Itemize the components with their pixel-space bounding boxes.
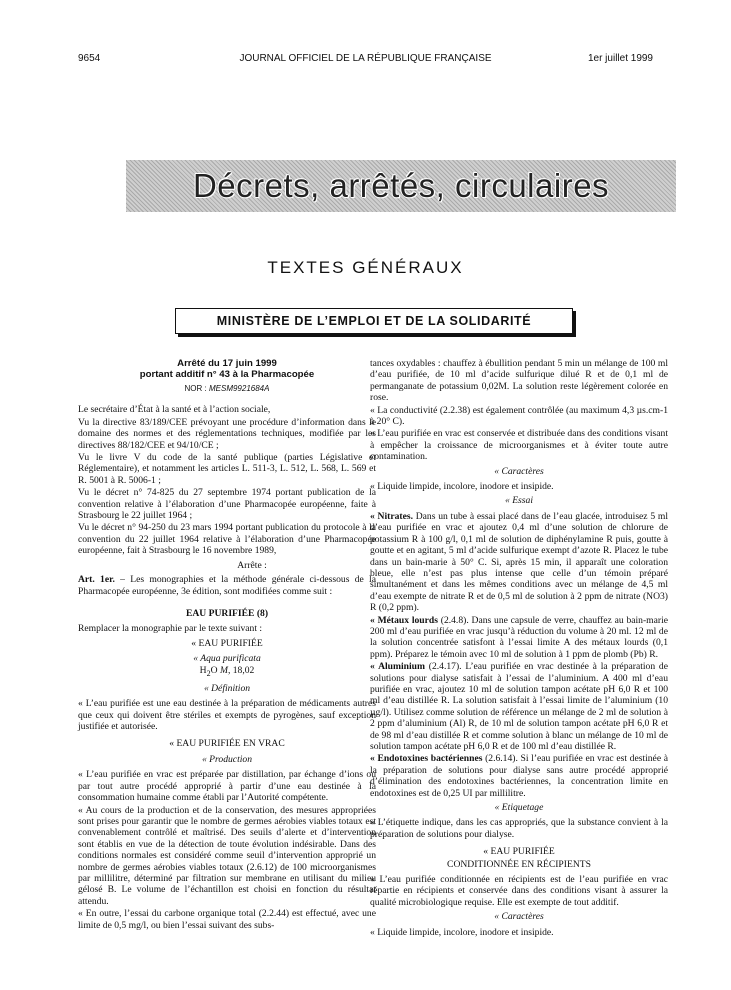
paragraph: « Au cours de la production et de la conservation, des mesures appropriées sont prises pour garantir que le nombre de germes aérobies viables totaux est convenablement contrôlé et maîtrisé. Des seuils d’alerte et d’intervention sont établis en vue de la détection de toute évolution indésirable. Dans des conditions normales est considéré comme seuil d’intervention approprié un nombre de germes aérobies viables totaux (2.6.12) de 100 microorganismes par millilitre, déterminé par filtration sur membrane en utilisant du milieu gélosé B. Le volume de l’échantillon est choisi en fonction du résultat attendu.	[78, 804, 376, 907]
section-title: TEXTES GÉNÉRAUX	[267, 258, 464, 277]
paragraph: « L’eau purifiée en vrac est préparée par distillation, par échange d’ions ou par tout autre procédé approprié à partir d’une eau destinée à la consommation humaine comme établi par l’Autorité compétente.	[78, 769, 376, 804]
monograph-title: EAU PURIFIÉE (8)	[185, 607, 269, 619]
formula-o: O	[210, 664, 218, 676]
subheading: « Production	[201, 753, 252, 765]
subheading: « Caractères	[494, 465, 544, 477]
subheading: « Etiquetage	[494, 802, 544, 814]
formula-subscript: 2	[206, 668, 211, 678]
subheading: « EAU PURIFIÉE	[483, 846, 555, 858]
paragraph: Le secrétaire d’État à la santé et à l’action sociale,	[78, 404, 271, 416]
formula-value: 18,02	[230, 664, 255, 676]
metaux-paragraph	[370, 615, 668, 661]
arrete-title: Arrêté du 17 juin 1999	[177, 358, 277, 369]
nor-label: NOR :	[184, 384, 207, 393]
endotoxines-paragraph	[370, 753, 668, 799]
paragraph: « Liquide limpide, incolore, inodore et insipide.	[370, 481, 554, 493]
paragraph: Vu le décret n° 74-825 du 27 septembre 1974 portant publication de la convention relative à l’élaboration d’une Pharmacopée européenne, faite à Strasbourg le 22 juillet 1964 ;	[78, 487, 376, 522]
subheading: « Essai	[505, 495, 533, 507]
paragraph: « L’étiquette indique, dans les cas appropriés, que la substance convient à la préparation de solutions pour dialyse.	[370, 817, 668, 840]
journal-title: JOURNAL OFFICIEL DE LA RÉPUBLIQUE FRANÇAISE	[239, 53, 492, 64]
paragraph: « En outre, l’essai du carbone organique total (2.2.44) est effectué, avec une limite de 0,5 mg/l, ou bien l’essai suivant des subs-	[78, 908, 376, 931]
paragraph: tances oxydables : chauffez à ébullition pendant 5 min un mélange de 100 ml d’eau purifiée, de 10 ml d’acide sulfurique dilué R et de 0,1 ml de permanganate de potassium 0,02M. La solution reste légèrement colorée en rose.	[370, 358, 668, 404]
paragraph: Vu le décret n° 94-250 du 23 mars 1994 portant publication du protocole à la convention du 22 juillet 1964 relative à l’élaboration d’une Pharmacopée européenne, fait à Strasbourg le 16 novembre 1989,	[78, 522, 376, 557]
left-column	[78, 358, 376, 932]
paragraph: « La conductivité (2.2.38) est également contrôlée (au maximum 4,3 µs.cm-1 à 20° C).	[370, 404, 668, 428]
subheading: « EAU PURIFIÉE EN VRAC	[169, 738, 285, 750]
subheading: CONDITIONNÉE EN RÉCIPIENTS	[447, 858, 591, 870]
banner-title: Décrets, arrêtés, circulaires	[192, 167, 610, 204]
nor-code: MESM9921684A	[208, 384, 270, 393]
test-label: « Nitrates.	[370, 510, 413, 522]
subheading: « Caractères	[494, 911, 544, 923]
paragraph: « L’eau purifiée en vrac est conservée et distribuée dans des conditions visant à empêcher la croissance de microorganismes et à éviter toute autre contamination.	[370, 428, 668, 463]
arrete-label: Arrête :	[237, 559, 267, 571]
paragraph: « Liquide limpide, incolore, inodore et insipide.	[370, 926, 554, 938]
publication-date: 1er juillet 1999	[587, 53, 653, 64]
formula-m: M,	[219, 664, 231, 676]
subheading: « EAU PURIFIÉE	[191, 637, 263, 649]
paragraph: Vu la directive 83/189/CEE prévoyant une procédure d’information dans le domaine des normes et des réglementations techniques, modifiée par les directives 88/182/CEE et 94/10/CE ;	[78, 416, 376, 451]
test-label: « Endotoxines bactériennes	[370, 753, 483, 765]
paragraph: « L’eau purifiée conditionnée en récipients est de l’eau purifiée en vrac répartie en récipients et conservée dans des conditions visant à assurer la qualité microbiologique requise. Elle est exempte de tout additif.	[370, 874, 668, 908]
nitrates-paragraph	[370, 511, 668, 614]
nor-reference	[78, 383, 376, 394]
ministry-title: MINISTÈRE DE L’EMPLOI ET DE LA SOLIDARITÉ	[216, 314, 532, 328]
test-text: (2.4.8). Dans une capsule de verre, chauffez au bain-marie 200 ml d’eau purifiée en vrac jusqu’à réduction du volume à 20 ml. 12 ml de la solution concentrée satisfont à l’essai limite A des métaux lourds (0,1 ppm). Préparez le témoin avec 10 ml de solution à 1 ppm de plomb (Pb) R.	[370, 614, 668, 660]
paragraph: Remplacer la monographie par le texte suivant :	[78, 623, 263, 635]
right-column	[370, 358, 668, 939]
test-label: « Aluminium	[370, 661, 425, 673]
section-banner	[126, 160, 676, 212]
test-text: Dans un tube à essai placé dans de l’eau glacée, introduisez 5 ml d’eau purifiée en vrac et ajoutez 0,4 ml d’une solution de chlorure de potassium R à 100 g/l, 0,1 ml de solution de diphénylamine R puis, goutte à goutte et en agitant, 5 ml d’acide sulfurique exempt d’azote R. Placez le tube dans un bain-marie à 50° C. Si, après 15 min, il apparaît une coloration bleue, elle n’est pas plus intense que celle d’un témoin préparé simultanément et dans les mêmes conditions avec un mélange de 4,5 ml d’eau exempte de nitrate R et de 0,5 ml de solution à 2 ppm de nitrate (NO3) R (0,2 ppm).	[370, 510, 668, 614]
ministry-box	[175, 308, 573, 334]
test-text: (2.6.14). Si l’eau purifiée en vrac est destinée à la préparation de solutions pour dialyse sans autre procédé approprié d’élimination des endotoxines bactériennes, la concentration limite en endotoxines est de 0,25 UI par millilitre.	[370, 753, 668, 799]
article-label: Art. 1er.	[78, 574, 115, 586]
paragraph: Vu le livre V du code de la santé publique (parties Législative et Réglementaire), et notamment les articles L. 511-3, L. 512, L. 568, L. 569 et R. 5001 à R. 5006-1 ;	[78, 452, 376, 486]
molecular-formula	[78, 665, 376, 679]
test-text: (2.4.17). L’eau purifiée en vrac destinée à la préparation de solutions pour dialyse satisfait à l’essai de l’aluminium. A 400 ml d’eau purifiée en vrac, ajoutez 10 ml de solution tampon acétate pH 6,0 R et 100 ml d’eau distillée R. La solution satisfait à l’essai limite de l’aluminium (10 µg/l). Utilisez comme solution de référence un mélange de 2 ml de solution à 2 ppm d’aluminium (Al) R, de 10 ml de solution tampon acétate pH 6,0 R et de 98 ml d’eau distillée R et comme solution à blanc un mélange de 10 ml de solution tampon acétate pH 6,0 R et de 100 ml d’eau distillée R.	[370, 661, 668, 752]
test-label: « Métaux lourds	[370, 614, 438, 626]
formula-h: H	[199, 664, 207, 676]
article-text: – Les monographies et la méthode générale ci-dessous de la Pharmacopée européenne, 3e édition, sont modifiées comme suit :	[78, 574, 376, 597]
latin-name: « Aqua purificata	[193, 653, 261, 665]
arrete-subtitle: portant additif n° 43 à la Pharmacopée	[139, 369, 315, 380]
paragraph: « L’eau purifiée est une eau destinée à la préparation de médicaments autres que ceux qui doivent être stériles et exempts de pyrogènes, sauf exception justifiée et autorisée.	[78, 698, 376, 733]
article-1	[78, 574, 376, 597]
page-number: 9654	[78, 53, 101, 64]
aluminium-paragraph	[370, 661, 668, 752]
subheading: « Définition	[203, 682, 251, 694]
